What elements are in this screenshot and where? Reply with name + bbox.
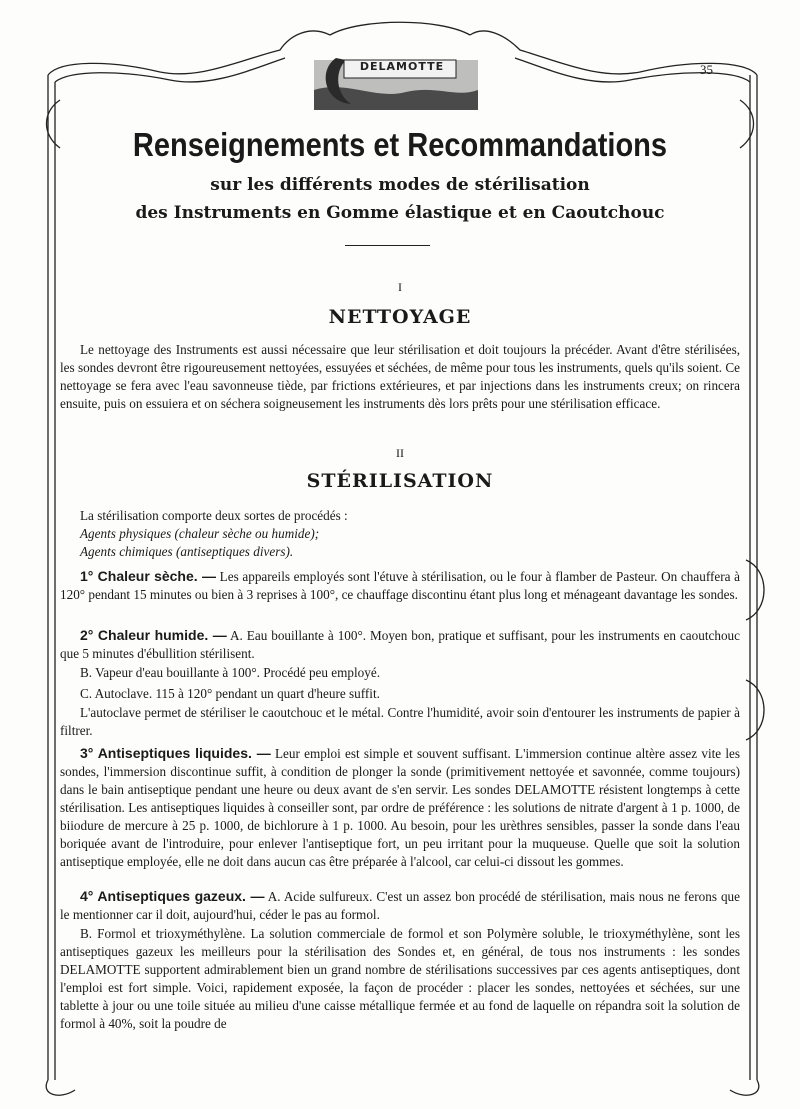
agents-chemical: Agents chimiques (antiseptiques divers). xyxy=(80,544,294,559)
paragraph-chaleur-seche xyxy=(60,567,740,604)
paragraph-autoclave-note: L'autoclave permet de stériliser le caoutchouc et le métal. Contre l'humidité, avoir soin d'entourer les instruments de papier à filtrer. xyxy=(60,705,740,738)
lead-antiseptiques-gazeux: 4° Antiseptiques gazeux. — xyxy=(80,888,265,904)
intro-text: La stérilisation comporte deux sortes de procédés : xyxy=(80,508,348,523)
text-chaleur-seche: Les appareils employés sont l'étuve à stérilisation, ou le four à flamber de Pasteur. On chauffera à 120° pendant 15 minutes ou bien à 3 reprises à 100°, ce chauffage discontinu étant plus long et ménageant davantage les sondes. xyxy=(60,569,741,602)
lead-chaleur-humide: 2° Chaleur humide. — xyxy=(80,627,227,643)
section-1-numeral: I xyxy=(398,280,402,294)
agents-physical: Agents physiques (chaleur sèche ou humide); xyxy=(80,526,320,541)
lead-chaleur-seche: 1° Chaleur sèche. — xyxy=(80,568,216,584)
section-2-heading: STÉRILISATION xyxy=(306,470,494,492)
subtitle-line-2: des Instruments en Gomme élastique et en Caoutchouc xyxy=(135,203,665,223)
paragraph-formol: B. Formol et trioxyméthylène. La solution commerciale de formol et son Polymère soluble, le trioxyméthylène, sont les antiseptiques gazeux les meilleurs pour la stérilisation des Sondes et, en général, de tous nos instruments : les sondes DELAMOTTE supportent admirablement bien un grand nombre de stérilisations successives par ces agents antiseptiques, dont l'emploi est fort simple. Voici, rapidement exposée, la façon de procéder : placer les sondes, nettoyées et séchées, sur une tablette à jour ou une toile située au milieu d'une caisse métallique fermée et au fond de laquelle on répandra soit la solution de formol à 40%, soit la poudre de xyxy=(60,926,740,1031)
text-antiseptiques-liquides: Leur emploi est simple et souvent suffisant. L'immersion continue altère assez vite les sondes, l'immersion discontinue suffit, à condition de plonger la sonde (primitivement nettoyée et savonnée, comme toujours) dans le bain antiseptique pendant une heure ou deux avant de s'en servir. Les sondes DELAMOTTE résistent longtemps à cette stérilisation. Les antiseptiques liquides à conseiller sont, par ordre de préférence : les solutions de nitrate d'argent à 1 p. 1000, de biiodure de mercure à 25 p. 1000, de bichlorure à 1 p. 1000. Au besoin, pour les urèthres sensibles, passer la sonde dans l'eau boriquée avant de l'introduire, pour enlever l'antiseptique fort, un peu irritant pour la muqueuse. Quelle que soit la solution antiseptique employée, elle ne doit dans aucun cas être préparée à l'alcool, car celui-ci dissout les gommes. xyxy=(60,746,741,869)
paragraph-autoclave: C. Autoclave. 115 à 120° pendant un quart d'heure suffit. xyxy=(80,686,380,701)
text-antiseptiques-gazeux: A. Acide sulfureux. C'est un assez bon procédé de stérilisation, mais nous ne ferons que le mentionner car il doit, aujourd'hui, céder le pas au formol. xyxy=(60,889,740,922)
paragraph-antiseptiques-liquides xyxy=(60,744,740,871)
divider xyxy=(345,245,430,246)
paragraph-chaleur-humide xyxy=(60,626,740,663)
section-1-heading: NETTOYAGE xyxy=(328,306,472,328)
section-2-numeral: II xyxy=(396,446,404,460)
subtitle-line-1: sur les différents modes de stérilisation xyxy=(210,175,590,195)
paragraph-vapeur: B. Vapeur d'eau bouillante à 100°. Procédé peu employé. xyxy=(80,665,381,680)
paragraph-antiseptiques-gazeux xyxy=(60,887,740,924)
page-number: 35 xyxy=(700,62,713,77)
logo-text: DELAMOTTE xyxy=(359,60,445,73)
lead-antiseptiques-liquides: 3° Antiseptiques liquides. — xyxy=(80,745,271,761)
page-title: Renseignements et Recommandations xyxy=(132,126,668,163)
section-1-paragraph: Le nettoyage des Instruments est aussi nécessaire que leur stérilisation et doit toujours la précéder. Avant d'être stérilisées, les sondes devront être rigoureusement nettoyées, essuyées et séchées, de même pour tous les instruments, quels qu'ils soient. Ce nettoyage se fera avec l'eau savonneuse tiède, par frictions extérieures, et par injections dans les instruments creux; on rincera ensuite, puis on essuiera et on séchera soigneusement les instruments dès lors prêts pour une stérilisation efficace. xyxy=(60,342,740,411)
text-chaleur-humide: A. Eau bouillante à 100°. Moyen bon, pratique et suffisant, pour les instruments en caoutchouc que 5 minutes d'ébullition stérilisent. xyxy=(60,628,740,661)
